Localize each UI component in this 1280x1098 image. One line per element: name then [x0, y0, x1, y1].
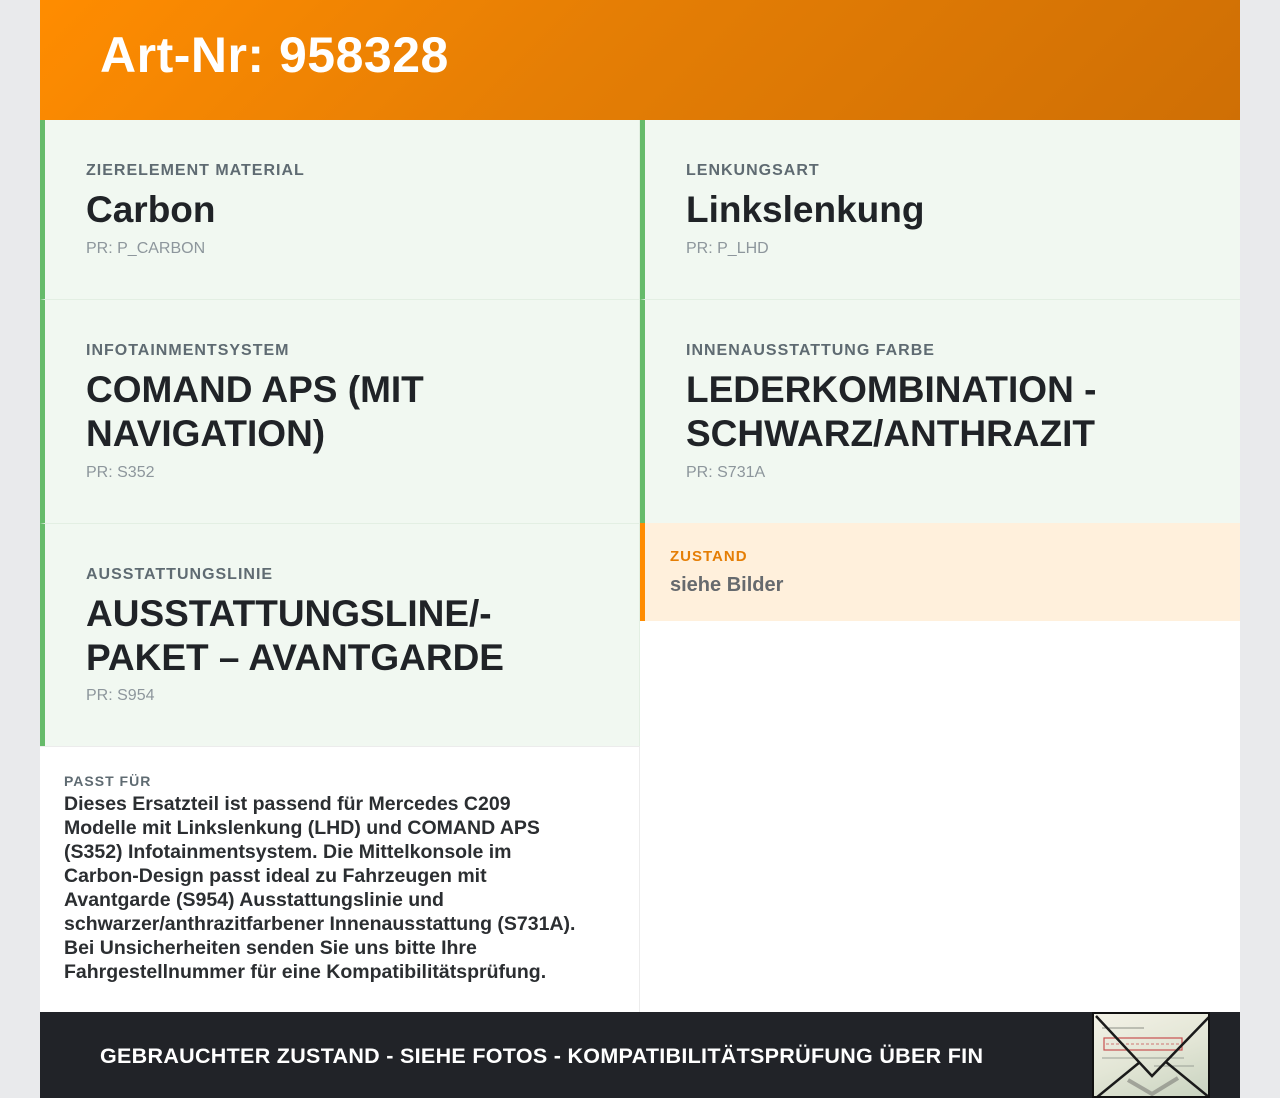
- document-photo-thumbnail[interactable]: [1092, 1012, 1210, 1098]
- spec-pr-code: PR: P_LHD: [686, 240, 769, 257]
- spec-label: LENKUNGSART: [686, 162, 820, 179]
- spec-card-equipment-line: [40, 524, 640, 746]
- compatibility-section: [40, 746, 640, 1012]
- footer-notice: GEBRAUCHTER ZUSTAND - SIEHE FOTOS - KOMPATIBILITÄTSPRÜFUNG ÜBER FIN: [100, 1044, 984, 1068]
- spec-label: AUSSTATTUNGSLINIE: [86, 566, 274, 583]
- header-banner: [40, 0, 1240, 120]
- spec-value: Carbon: [86, 189, 216, 230]
- document-photo-icon: [1094, 1014, 1210, 1098]
- article-number-title: Art-Nr: 958328: [100, 27, 449, 83]
- compatibility-line: Avantgarde (S954) Ausstattungslinie und: [64, 889, 444, 911]
- condition-box: [640, 523, 1240, 621]
- compatibility-text: [64, 792, 615, 984]
- spec-label: INNENAUSSTATTUNG FARBE: [686, 342, 935, 359]
- article-sheet: [40, 0, 1240, 1098]
- spec-card-infotainment: [40, 300, 640, 524]
- spec-pr-code: PR: P_CARBON: [86, 240, 206, 257]
- compatibility-line: Bei Unsicherheiten senden Sie uns bitte Ihre: [64, 937, 477, 959]
- spec-card-material: [40, 120, 640, 300]
- condition-value: siehe Bilder: [670, 574, 784, 596]
- footer-bar: [40, 1012, 1240, 1098]
- spec-card-interior-color: [640, 300, 1240, 523]
- spec-value: Linkslenkung: [686, 189, 925, 230]
- spec-value-line: LEDERKOMBINATION -: [686, 369, 1097, 410]
- spec-value-line: AUSSTATTUNGSLINE/-: [86, 593, 492, 634]
- spec-value-line: SCHWARZ/ANTHRAZIT: [686, 413, 1096, 454]
- spec-pr-code: PR: S954: [86, 687, 155, 704]
- compatibility-line: Dieses Ersatzteil ist passend für Mercedes C209: [64, 793, 511, 815]
- compatibility-line: schwarzer/anthrazitfarbener Innenausstattung (S731A).: [64, 913, 576, 935]
- spec-value-line: NAVIGATION): [86, 413, 326, 454]
- compatibility-line: Fahrgestellnummer für eine Kompatibilitätsprüfung.: [64, 961, 547, 983]
- compatibility-label: PASST FÜR: [64, 773, 152, 789]
- spec-label: INFOTAINMENTSYSTEM: [86, 342, 290, 359]
- compatibility-line: Modelle mit Linkslenkung (LHD) und COMAND APS: [64, 817, 540, 839]
- spec-label: ZIERELEMENT MATERIAL: [86, 162, 305, 179]
- spec-pr-code: PR: S352: [86, 464, 155, 481]
- spec-card-steering: [640, 120, 1240, 300]
- compatibility-line: Carbon-Design passt ideal zu Fahrzeugen mit: [64, 865, 487, 887]
- spec-value-line: COMAND APS (MIT: [86, 369, 424, 410]
- compatibility-line: (S352) Infotainmentsystem. Die Mittelkonsole im: [64, 841, 512, 863]
- spec-pr-code: PR: S731A: [686, 464, 766, 481]
- spec-value-line: PAKET – AVANTGARDE: [86, 637, 504, 678]
- condition-label: ZUSTAND: [670, 548, 748, 565]
